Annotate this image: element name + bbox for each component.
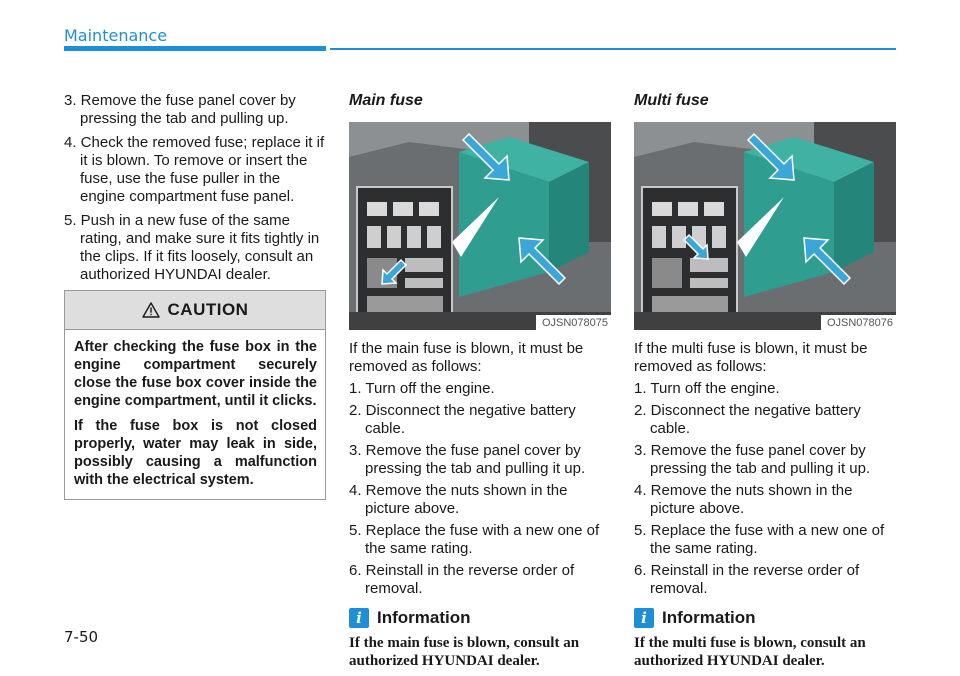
- step-item: 5. Replace the fuse with a new one of the same rating.: [349, 522, 600, 557]
- info-icon: i: [349, 608, 369, 628]
- info-title: Information: [377, 608, 471, 627]
- main-fuse-column: [349, 92, 611, 670]
- step-item: 4. Check the removed fuse; replace it if it is blown. To remove or insert the fuse, use the fuse puller in the engine compartment fuse panel.: [64, 134, 325, 205]
- info-icon: i: [634, 608, 654, 628]
- main-fuse-steps-list: [349, 380, 611, 598]
- main-fuse-photo: [349, 122, 611, 330]
- image-code: OJSN078076: [821, 315, 896, 330]
- info-title: Information: [662, 608, 756, 627]
- step-item: 1. Turn off the engine.: [634, 380, 780, 397]
- left-column: [64, 92, 326, 290]
- caution-header: [65, 291, 325, 330]
- multi-fuse-info-text: If the multi fuse is blown, consult an authorized HYUNDAI dealer.: [634, 635, 866, 669]
- step-item: 6. Reinstall in the reverse order of removal.: [634, 562, 860, 597]
- header-rule-thin: [330, 48, 896, 50]
- step-item: 5. Replace the fuse with a new one of the same rating.: [634, 522, 885, 557]
- caution-box: [64, 290, 326, 500]
- multi-fuse-photo: [634, 122, 896, 330]
- main-fuse-info-header: [349, 608, 611, 628]
- multi-fuse-intro: If the multi fuse is blown, it must be removed as follows:: [634, 340, 868, 375]
- section-title: Maintenance: [64, 26, 168, 45]
- engine-compartment-illustration: [349, 122, 611, 330]
- engine-compartment-illustration: [634, 122, 896, 330]
- step-item: 4. Remove the nuts shown in the picture above.: [634, 482, 853, 517]
- warning-triangle-icon: [142, 302, 160, 318]
- step-item: 1. Turn off the engine.: [349, 380, 495, 397]
- step-item: 3. Remove the fuse panel cover by pressing the tab and pulling up.: [64, 92, 296, 127]
- step-item: 2. Disconnect the negative battery cable.: [349, 402, 576, 437]
- caution-body: [65, 330, 325, 489]
- caution-paragraph: If the fuse box is not closed properly, water may leak in side, possibly causing a malfunction with the electrical system.: [74, 418, 317, 488]
- caution-title: CAUTION: [167, 300, 249, 319]
- page-number: 7-50: [64, 628, 99, 646]
- multi-fuse-info-header: [634, 608, 896, 628]
- caution-paragraph: After checking the fuse box in the engine compartment securely close the fuse box cover inside the engine compartment, until it clicks.: [74, 339, 317, 409]
- multi-fuse-steps-list: [634, 380, 896, 598]
- image-code: OJSN078075: [536, 315, 611, 330]
- step-item: 2. Disconnect the negative battery cable.: [634, 402, 861, 437]
- multi-fuse-title: Multi fuse: [634, 92, 709, 109]
- step-item: 5. Push in a new fuse of the same rating, and make sure it fits tightly in the clips. If it fits loosely, consult an authorized HYUNDAI dealer.: [64, 212, 320, 283]
- step-item: 3. Remove the fuse panel cover by pressing the tab and pulling it up.: [349, 442, 586, 477]
- main-fuse-intro: If the main fuse is blown, it must be removed as follows:: [349, 340, 584, 375]
- multi-fuse-column: [634, 92, 896, 670]
- step-item: 6. Reinstall in the reverse order of removal.: [349, 562, 575, 597]
- main-fuse-title: Main fuse: [349, 92, 423, 109]
- main-fuse-info-text: If the main fuse is blown, consult an authorized HYUNDAI dealer.: [349, 635, 580, 669]
- fuse-steps-list: [64, 92, 326, 284]
- step-item: 3. Remove the fuse panel cover by pressing the tab and pulling it up.: [634, 442, 871, 477]
- step-item: 4. Remove the nuts shown in the picture above.: [349, 482, 568, 517]
- header-rule-thick: [64, 46, 326, 51]
